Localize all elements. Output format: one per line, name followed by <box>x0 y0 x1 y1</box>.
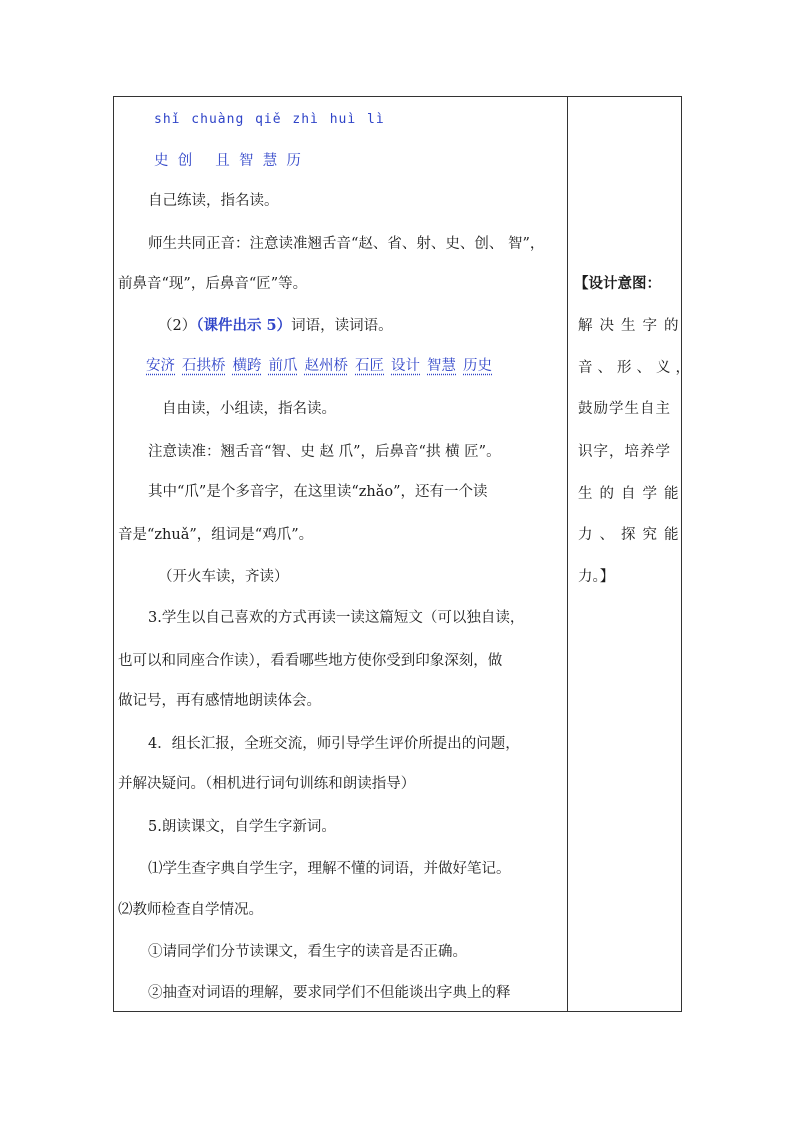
word-item: 石拱桥 <box>182 358 226 374</box>
word-item: 横跨 <box>232 358 262 374</box>
word-item: 设计 <box>391 358 420 374</box>
step-2-text: 词语，读词语。 <box>291 318 393 334</box>
free-read-instruction: 自由读，小组读，指名读。 <box>162 401 336 417</box>
circled-item-1: ①请同学们分节读课文，看生字的读音是否正确。 <box>148 944 467 960</box>
step-2-number: （2） <box>158 318 197 334</box>
item-4-line-1: 4．组长汇报，全班交流，师引导学生评价所提出的问题， <box>148 736 520 752</box>
correct-pronunciation-line-1: 师生共同正音：注意读准翘舌音“赵、省、射、史、创、 智”， <box>148 236 545 252</box>
word-item: 赵州桥 <box>304 358 348 374</box>
design-intent-title: 【设计意图： <box>574 275 661 292</box>
sub-item-1: ⑴学生查字典自学生字，理解不懂的词语，并做好笔记。 <box>148 861 511 877</box>
pinyin-line: shǐ chuàng qiě zhì huì lì <box>154 112 385 127</box>
word-item: 安济 <box>146 358 175 374</box>
item-5: 5.朗读课文，自学生字新词。 <box>148 819 336 835</box>
item-4-line-2: 并解决疑问。（相机进行词句训练和朗读指导） <box>118 776 416 792</box>
sub-item-2: ⑵教师检查自学情况。 <box>118 902 263 918</box>
step-2-line <box>158 316 393 336</box>
design-intent-column <box>568 97 695 1011</box>
design-intent-line: 力。】 <box>578 569 615 585</box>
pronunciation-note: 注意读准：翘舌音“智、史 赵 爪”，后鼻音“拱 横 匠”。 <box>148 444 501 460</box>
word-item: 前爪 <box>268 358 298 374</box>
polyphone-line-2: 音是“zhuǎ”，组词是“鸡爪”。 <box>118 527 314 543</box>
design-intent-line: 识字，培养学 <box>578 444 671 460</box>
correct-pronunciation-line-2: 前鼻音“现”，后鼻音“匠”等。 <box>118 276 308 292</box>
main-content-column <box>114 97 567 1011</box>
design-intent-line: 解决生字的 <box>578 318 686 334</box>
circled-item-2: ②抽查对词语的理解，要求同学们不但能谈出字典上的释 <box>148 985 511 1001</box>
train-read-note: （开火车读，齐读） <box>158 569 289 585</box>
vocabulary-word-list <box>146 356 499 376</box>
item-3-line-3: 做记号，再有感情地朗读体会。 <box>118 693 321 709</box>
design-intent-line: 鼓励学生自主 <box>578 401 671 417</box>
item-3-line-1: 3.学生以自己喜欢的方式再读一读这篇短文（可以独自读， <box>148 610 525 626</box>
item-3-line-2: 也可以和同座合作读），看看哪些地方使你受到印象深刻，做 <box>118 653 503 669</box>
courseware-label: （课件出示 5） <box>196 317 292 334</box>
hanzi-line: 史 创 且 智 慧 历 <box>154 153 301 169</box>
design-intent-line: 力、探究能 <box>578 527 686 543</box>
design-intent-line: 生的自学能 <box>578 486 686 502</box>
design-intent-line: 音、形、义， <box>578 360 695 376</box>
word-item: 智慧 <box>427 358 456 374</box>
lesson-plan-table <box>113 96 695 1012</box>
word-item: 石匠 <box>355 358 384 374</box>
polyphone-line-1: 其中“爪”是个多音字，在这里读“zhǎo”，还有一个读 <box>148 484 488 500</box>
practice-instruction: 自己练读，指名读。 <box>148 193 279 209</box>
word-item: 历史 <box>463 358 492 374</box>
